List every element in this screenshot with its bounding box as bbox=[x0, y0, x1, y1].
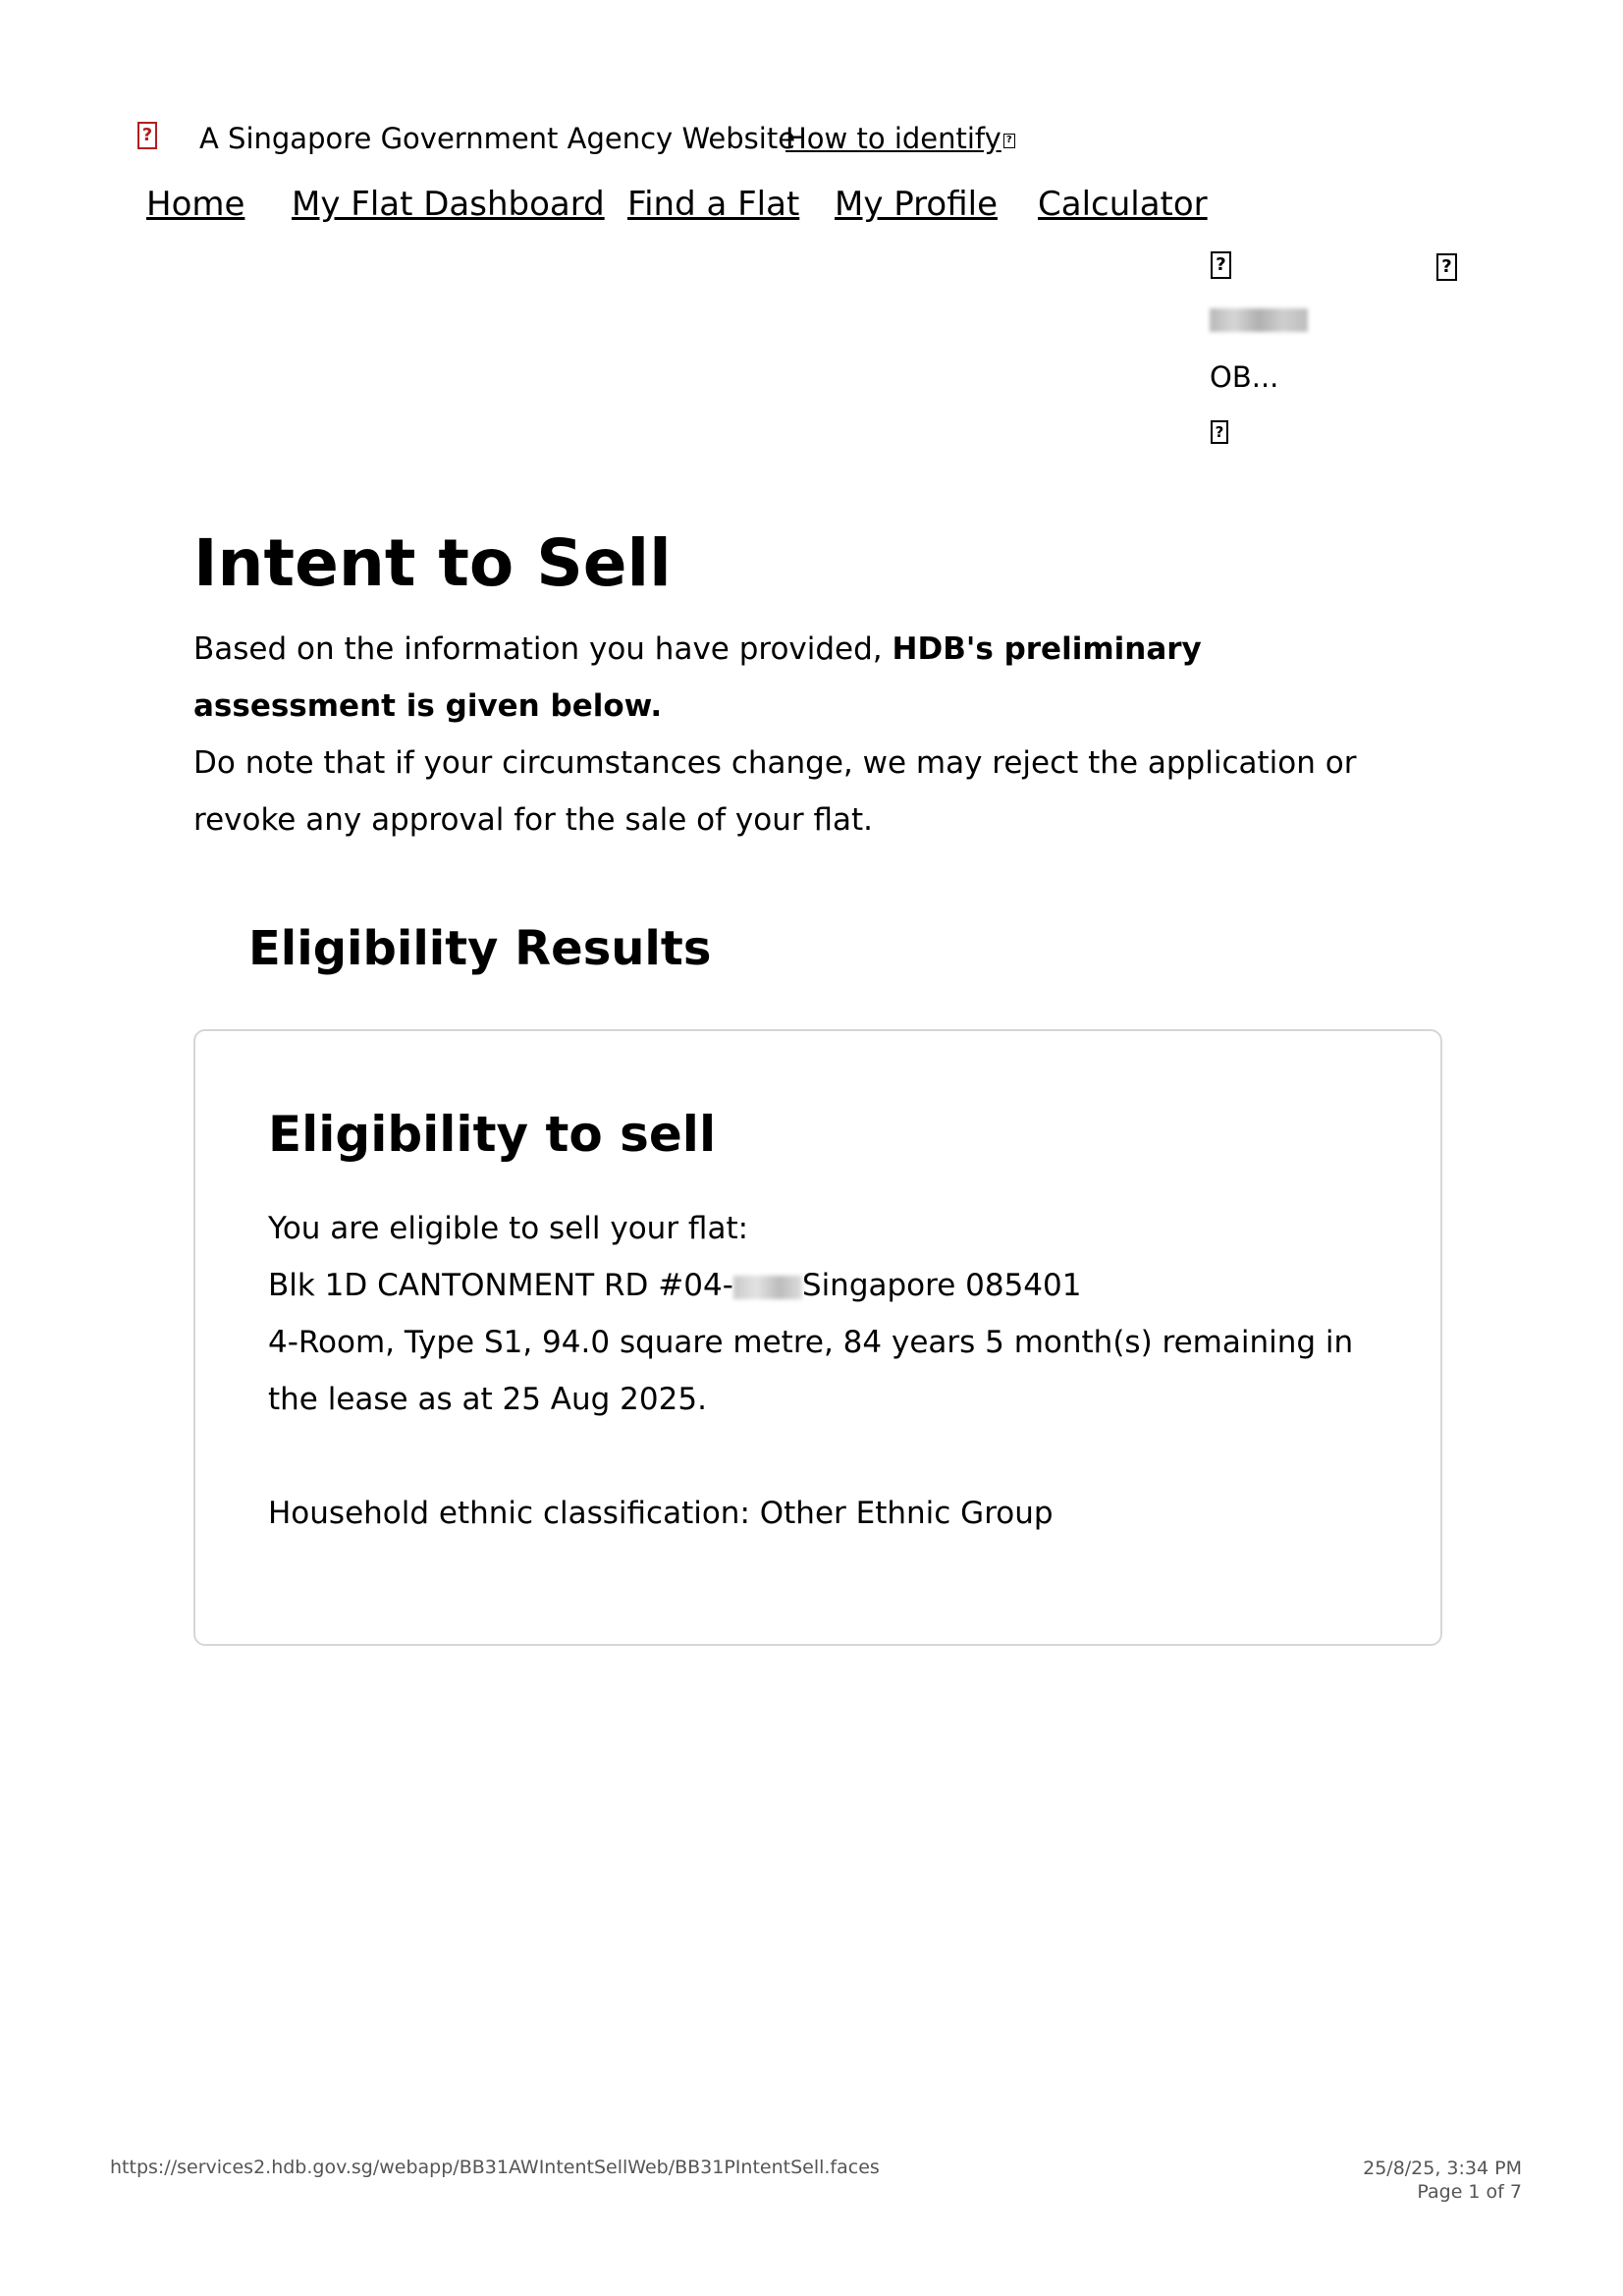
section-title: Eligibility Results bbox=[248, 921, 712, 976]
intro-assessment bbox=[193, 621, 1411, 735]
nav-home[interactable]: Home bbox=[146, 185, 245, 224]
chevron-icon: ? bbox=[1003, 134, 1015, 148]
card-body bbox=[268, 1200, 1407, 1542]
nav-my-flat-dashboard[interactable]: My Flat Dashboard bbox=[292, 185, 605, 224]
logout-icon[interactable]: ? bbox=[1211, 420, 1228, 444]
unit-number-redacted bbox=[733, 1276, 802, 1299]
footer-datetime: 25/8/25, 3:34 PM bbox=[1363, 2158, 1522, 2179]
address-prefix: Blk 1D CANTONMENT RD #04- bbox=[268, 1268, 733, 1303]
eligible-text: You are eligible to sell your flat: bbox=[268, 1211, 749, 1246]
how-to-identify-label: How to identify bbox=[785, 122, 1001, 155]
address-suffix: Singapore 085401 bbox=[801, 1268, 1082, 1303]
flat-address bbox=[268, 1257, 1407, 1314]
menu-icon[interactable]: ? bbox=[1436, 253, 1457, 281]
flat-details: 4-Room, Type S1, 94.0 square metre, 84 years 5 month(s) remaining in the lease as at 25 Aug 2025. bbox=[268, 1325, 1354, 1417]
footer-page-number: Page 1 of 7 bbox=[1417, 2181, 1522, 2203]
user-icon[interactable]: ? bbox=[1211, 251, 1231, 279]
ethnic-classification: Household ethnic classification: Other Ethnic Group bbox=[268, 1496, 1054, 1531]
intro-prefix: Based on the information you have provided, bbox=[193, 631, 893, 667]
singapore-lion-icon: ? bbox=[137, 122, 157, 149]
footer-meta bbox=[1363, 2157, 1522, 2204]
intro-text bbox=[193, 621, 1411, 848]
nav-find-a-flat[interactable]: Find a Flat bbox=[627, 185, 800, 224]
nav-calculator[interactable]: Calculator bbox=[1038, 185, 1208, 224]
how-to-identify-link[interactable] bbox=[785, 122, 1015, 155]
nav-my-profile[interactable]: My Profile bbox=[835, 185, 998, 224]
user-name[interactable]: OB... bbox=[1210, 360, 1279, 394]
card-title: Eligibility to sell bbox=[268, 1106, 717, 1163]
masthead-text: A Singapore Government Agency Website bbox=[199, 122, 796, 155]
intro-bold: HDB's preliminary assessment is given below. bbox=[193, 631, 1202, 724]
user-name-redacted bbox=[1210, 308, 1308, 332]
page-title: Intent to Sell bbox=[193, 525, 672, 601]
footer-url: https://services2.hdb.gov.sg/webapp/BB31AWIntentSellWeb/BB31PIntentSell.faces bbox=[110, 2157, 880, 2178]
intro-note: Do note that if your circumstances change, we may reject the application or revoke any approval for the sale of your flat. bbox=[193, 745, 1357, 838]
